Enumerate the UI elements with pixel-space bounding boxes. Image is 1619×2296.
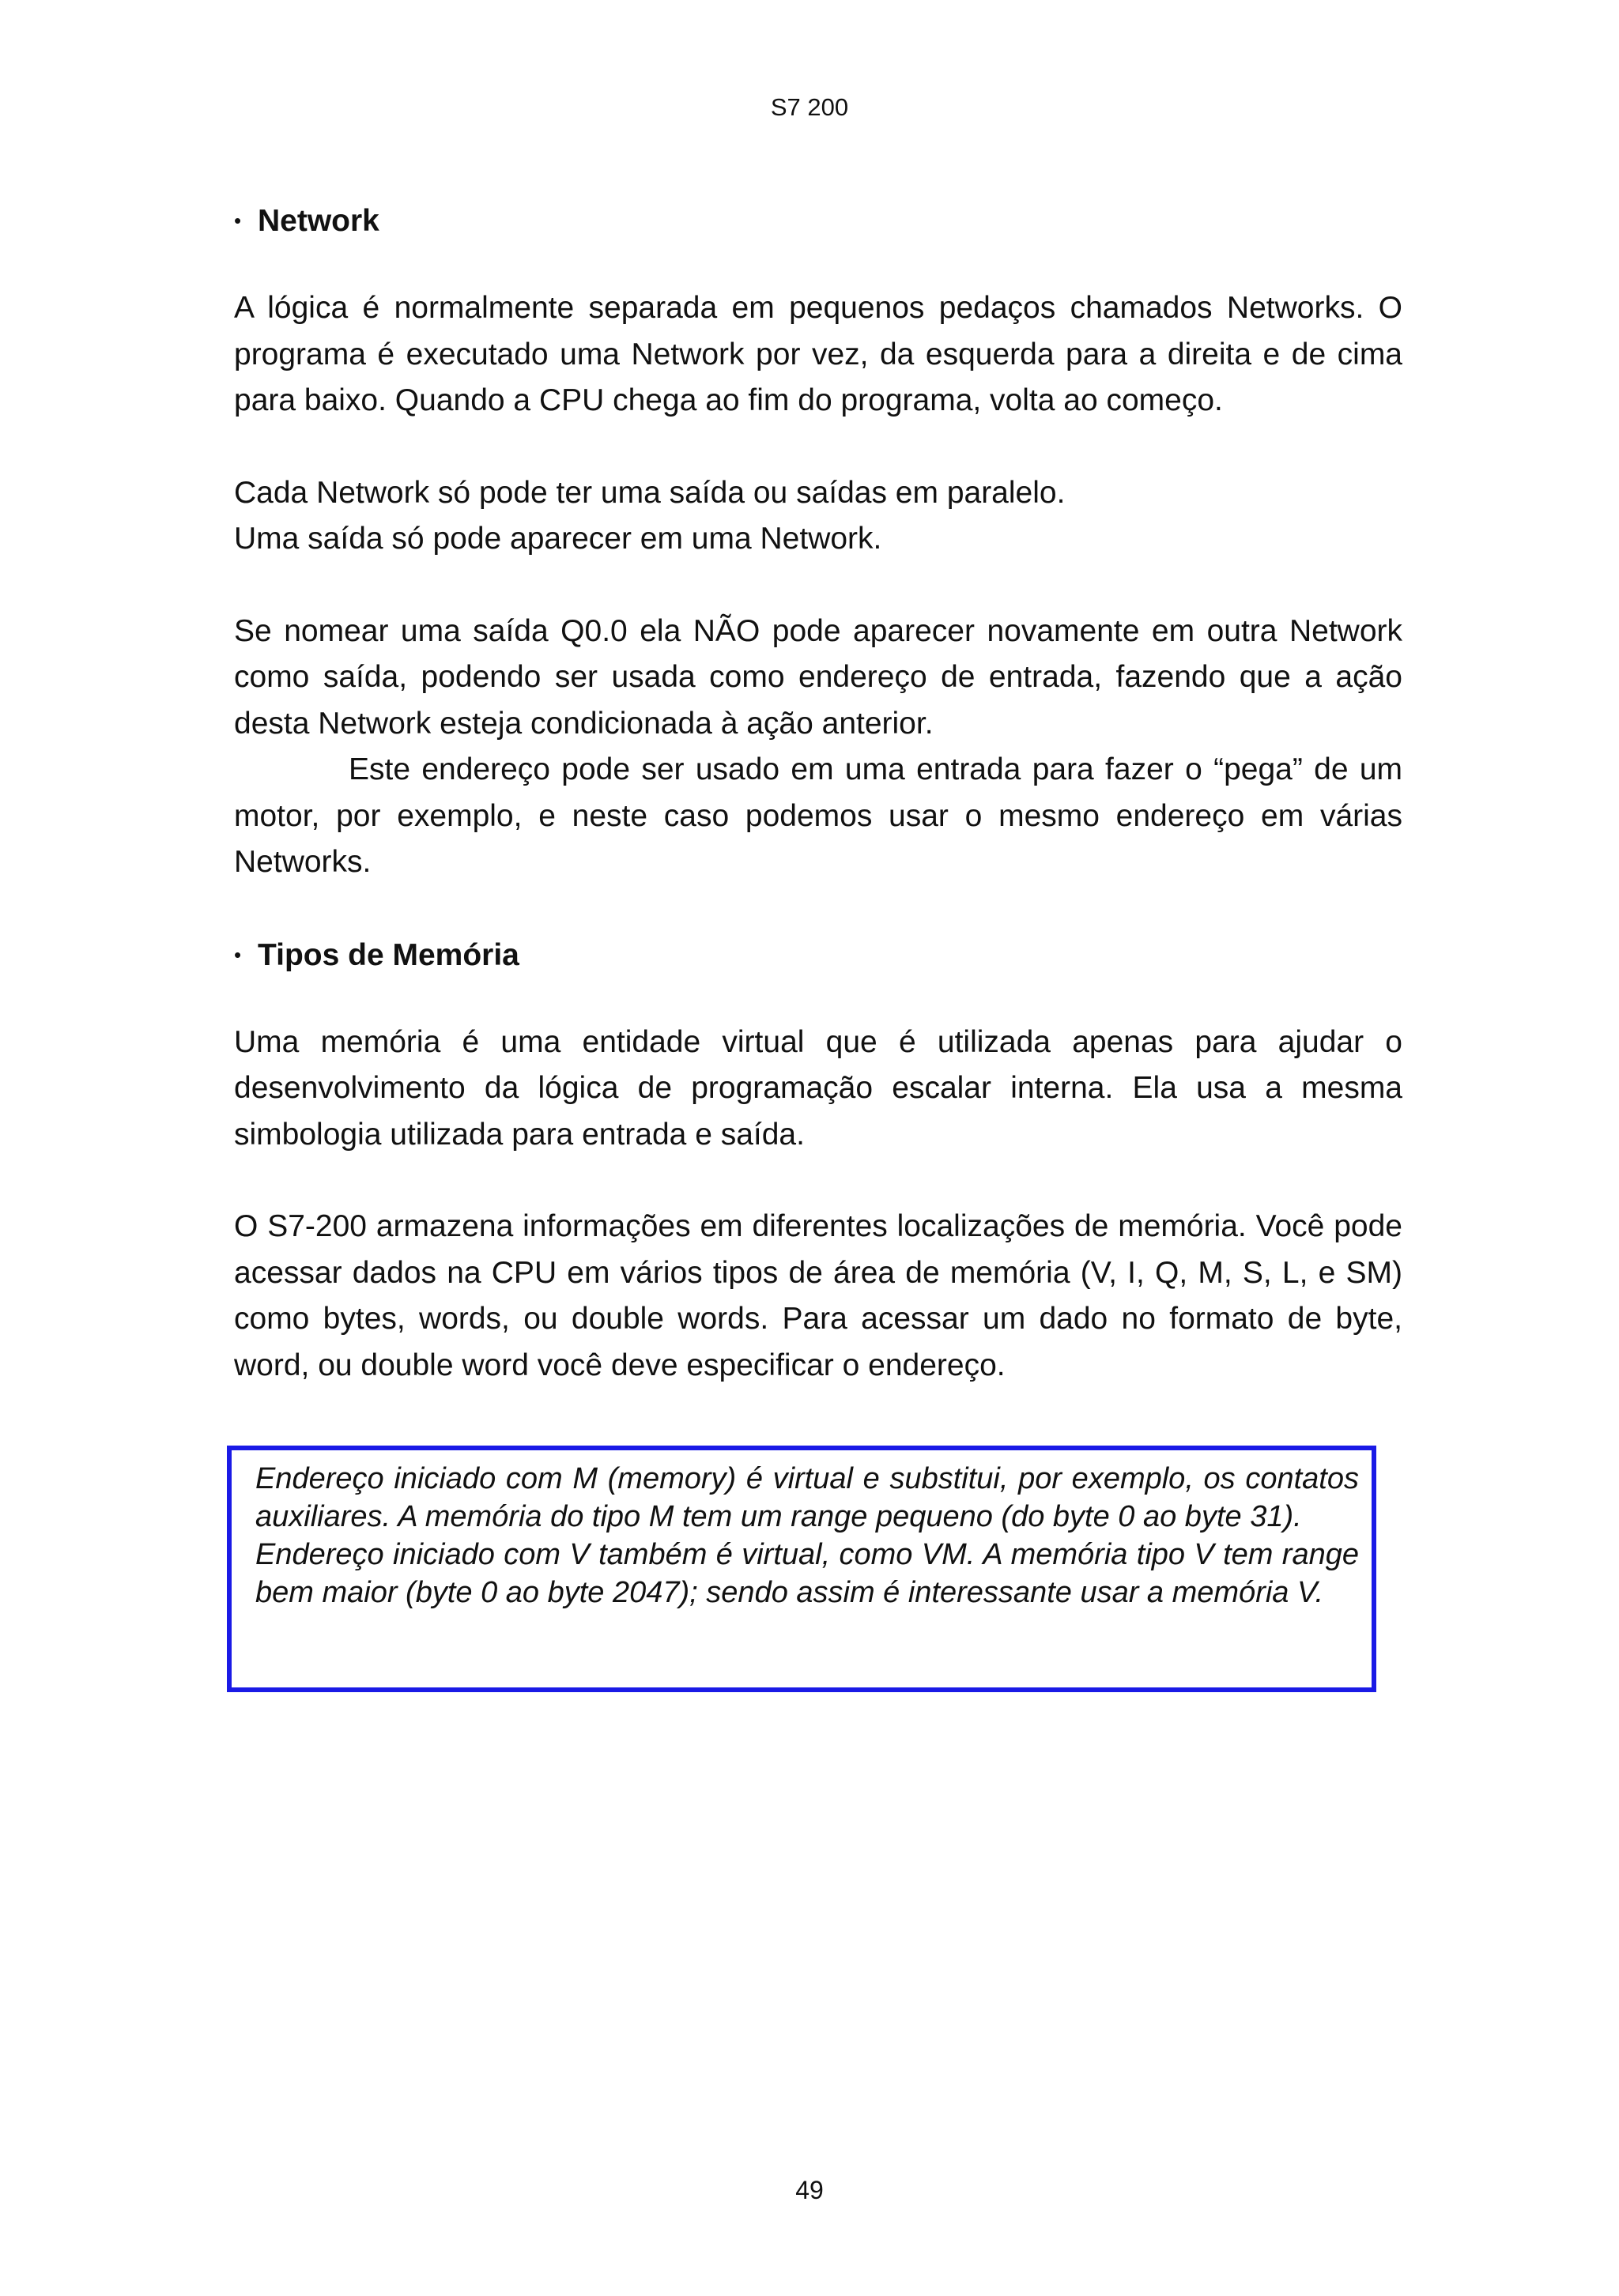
note-text: Endereço iniciado com V também é virtual, como VM. A memória tipo V tem range bem maior (byte 0 ao byte 2047); sendo assim é interessante usar a memória V. <box>255 1538 1359 1609</box>
paragraph: Este endereço pode ser usado em uma entrada para fazer o “pega” de um motor, por exemplo, e neste caso podemos usar o mesmo endereço em várias Networks. <box>234 752 1402 879</box>
paragraph: A lógica é normalmente separada em pequenos pedaços chamados Networks. O programa é executado uma Network por vez, da esquerda para a direita e de cima para baixo. Quando a CPU chega ao fim do programa, volta ao começo. <box>234 291 1402 417</box>
paragraph: Uma saída só pode aparecer em uma Network. <box>234 522 882 556</box>
page-number: 49 <box>795 2176 824 2204</box>
section-heading-label: Tipos de Memória <box>258 937 519 972</box>
paragraph: Se nomear uma saída Q0.0 ela NÃO pode aparecer novamente em outra Network como saída, podendo ser usada como endereço de entrada, fazendo que a ação desta Network esteja condicionada à ação anterior. <box>234 613 1402 741</box>
bullet-icon: • <box>234 942 242 967</box>
document-body <box>234 198 1402 1435</box>
note-text: Endereço iniciado com M (memory) é virtual e substitui, por exemplo, os contatos auxiliares. A memória do tipo M tem um range pequeno (do byte 0 ao byte 31). <box>255 1462 1359 1533</box>
note-box <box>227 1446 1376 1692</box>
bullet-icon: • <box>234 209 242 232</box>
section-heading-network <box>234 198 1402 244</box>
paragraph: Cada Network só pode ter uma saída ou saídas em paralelo. <box>234 475 1066 510</box>
section-heading-label: Network <box>258 204 379 238</box>
paragraph: O S7-200 armazena informações em diferentes localizações de memória. Você pode acessar dados na CPU em vários tipos de área de memória (V, I, Q, M, S, L, e SM) como bytes, words, ou double words. Para acessar um dado no formato de byte, word, ou double word você deve especificar o endereço. <box>234 1209 1402 1382</box>
section-heading-tipos-de-memoria <box>234 932 1402 978</box>
page-header: S7 200 <box>770 93 849 121</box>
paragraph: Uma memória é uma entidade virtual que é utilizada apenas para ajudar o desenvolvimento da lógica de programação escalar interna. Ela usa a mesma simbologia utilizada para entrada e saída. <box>234 1024 1402 1152</box>
